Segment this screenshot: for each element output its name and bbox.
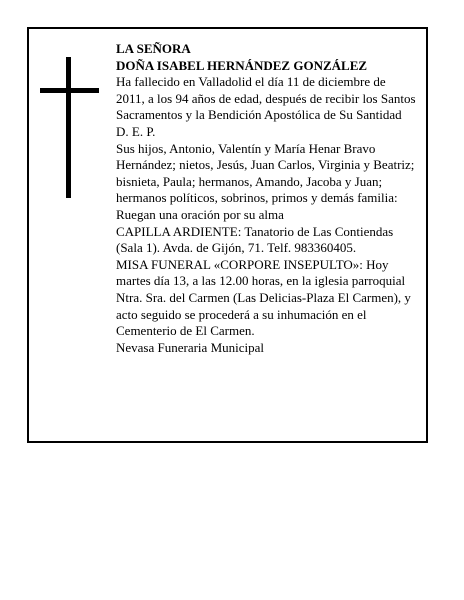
obituary-notice — [27, 27, 428, 443]
dep-line: D. E. P. — [116, 123, 156, 139]
heading-title: LA SEÑORA — [116, 41, 191, 56]
deceased-name: DOÑA ISABEL HERNÁNDEZ GONZÁLEZ — [116, 57, 368, 73]
funeral-home: Nevasa Funeraria Municipal — [116, 339, 265, 355]
funeral-info: MISA FUNERAL «CORPORE INSEPULTO»: Hoy martes día 13, a las 12.00 horas, en la iglesia parroquial Ntra. Sra. del Carmen (Las Delicias-Plaza El Carmen), y acto seguido se procederá a su inhumación en el Cementerio de El Carmen. — [116, 256, 411, 339]
cross-horizontal-bar — [40, 88, 99, 93]
death-announcement: Ha fallecido en Valladolid el día 11 de diciembre de 2011, a los 94 años de edad, después de recibir los Santos Sacramentos y la Bendición Apostólica de Su Santidad — [116, 74, 416, 123]
family-list: Sus hijos, Antonio, Valentín y María Henar Bravo Hernández; nietos, Jesús, Juan Carlos, Virginia y Beatriz; bisnieta, Paula; hermanos, Amando, Jacoba y Juan; hermanos políticos, sobrinos, primos y demás familia: — [116, 140, 415, 206]
prayer-request: Ruegan una oración por su alma — [116, 206, 284, 222]
cross-vertical-bar — [66, 57, 71, 198]
notice-text — [116, 41, 416, 356]
chapel-info: CAPILLA ARDIENTE: Tanatorio de Las Contiendas (Sala 1). Avda. de Gijón, 71. Telf. 983360405. — [116, 223, 394, 256]
